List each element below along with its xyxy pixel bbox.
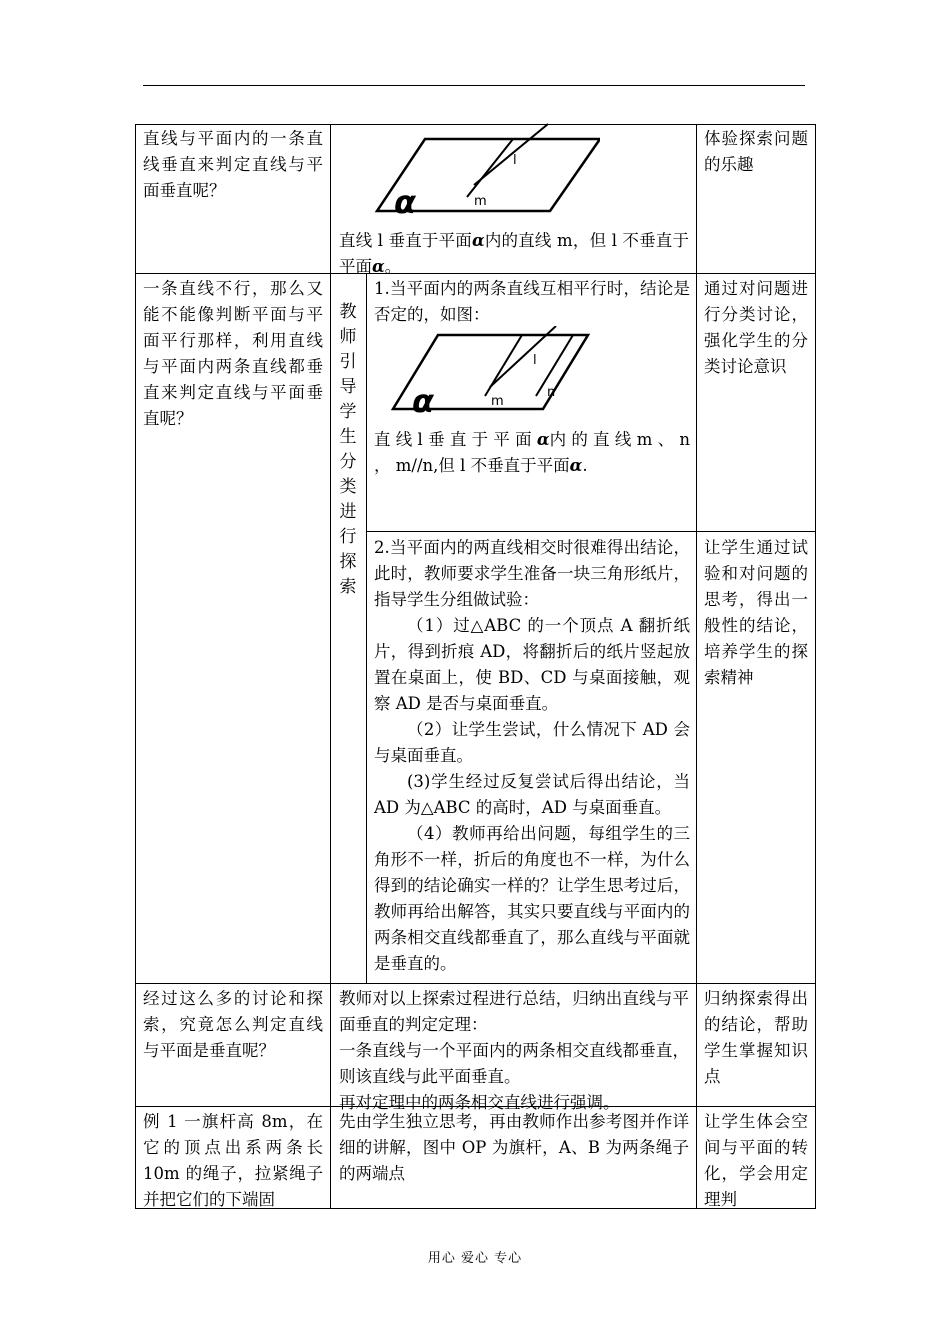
case2-intro: 2.当平面内的两直线相交时很难得出结论，此时，教师要求学生准备一块三角形纸片，指导学生分组做试验： — [374, 538, 690, 609]
case1-caption-a: 直 线 l 垂 直 于 平 面 — [374, 430, 532, 449]
col-divider-inner — [366, 273, 367, 983]
page-footer: 用心 爱心 专心 — [427, 1251, 523, 1266]
row1-purpose: 体验探索问题的乐趣 — [704, 129, 808, 174]
caption1-part-a: 直线 l 垂直于平面 — [339, 231, 472, 250]
row-divider-2a — [366, 531, 696, 532]
alpha-symbol: α — [372, 257, 385, 276]
row3-purpose: 归纳探索得出的结论，帮助学生掌握知识点 — [704, 989, 808, 1086]
row-divider-3 — [135, 983, 816, 984]
theorem-statement: 一条直线与一个平面内的两条相交直线都垂直，则该直线与此平面垂直。 — [339, 1041, 689, 1086]
experiment-step-3: (3)学生经过反复尝试后得出结论，当 AD 为△ABC 的高时，AD 与桌面垂直。 — [374, 772, 690, 817]
experiment-step-2: （2）让学生尝试，什么情况下 AD 会与桌面垂直。 — [374, 720, 690, 765]
row2-purpose-top: 通过对问题进行分类讨论，强化学生的分类讨论意识 — [704, 279, 808, 376]
row4-example: 例 1 一旗杆高 8m，在它的顶点出系两条长 10m 的绳子，拉紧绳子并把它们的下端固 — [143, 1112, 323, 1209]
col-divider-2 — [696, 124, 697, 1208]
case2-block — [374, 535, 690, 977]
case1-caption — [374, 427, 690, 479]
row3-question: 经过这么多的讨论和探索，究竟怎么判定直线与平面是垂直呢？ — [143, 989, 323, 1060]
row1-question: 直线与平面内的一条直线垂直来判定直线与平面垂直呢？ — [143, 129, 323, 200]
experiment-step-4: （4）教师再给出问题，每组学生的三角形不一样，折后的角度也不一样，为什么得到的结论确实一样的？让学生思考过后，教师再给出解答，其实只要直线与平面内的两条相交直线都垂直了，那么直线与平面就是垂直的。 — [374, 824, 690, 973]
row2-purpose-bottom: 让学生通过试验和对问题的思考，得出一般性的结论，培养学生的探索精神 — [704, 538, 808, 687]
theorem-intro: 教师对以上探索过程进行总结，归纳出直线与平面垂直的判定定理： — [339, 989, 689, 1034]
row-divider-right — [696, 531, 816, 532]
label-l-1: l — [513, 153, 517, 168]
header-rule — [143, 85, 805, 86]
caption1-part-b: 内的直线 m，但 l 不垂直于平面 — [339, 231, 689, 276]
theorem-emphasis: 再对定理中的两条相交直线进行强调。 — [339, 1093, 620, 1112]
label-m-2: m — [491, 394, 504, 409]
row1-caption — [339, 228, 689, 280]
label-n-2: n — [547, 385, 556, 400]
row2-question: 一条直线不行，那么又能不能像判断平面与平面平行那样，利用直线与平面内两条直线都垂直来判定直线与平面垂直呢？ — [143, 279, 323, 428]
teacher-guide-column: 教师引导学生分类进行探索 — [339, 302, 357, 597]
row4-method: 先由学生独立思考，再由教师作出参考图并作详细的讲解，图中 OP 为旗杆，A、B 为两条绳子的两端点 — [339, 1112, 689, 1183]
label-alpha-1: α — [394, 183, 416, 217]
table-border-left — [135, 124, 136, 1208]
col-divider-1 — [330, 124, 331, 1208]
alpha-symbol: α — [569, 456, 583, 475]
case1-caption-b: 内 的 直 线 m 、 n ， m//n,但 l 不垂直于平面 — [374, 430, 690, 475]
case1-intro: 1.当平面内的两条直线互相平行时，结论是否定的，如图： — [374, 279, 690, 324]
line-l-1 — [474, 124, 548, 185]
experiment-step-1: （1）过△ABC 的一个顶点 A 翻折纸片，得到折痕 AD，将翻折后的纸片竖起放置在桌面上，使 BD、CD 与桌面接触，观察 AD 是否与桌面垂直。 — [374, 616, 690, 713]
row3-summary — [339, 986, 689, 1116]
label-l-2: l — [533, 353, 537, 368]
caption1-part-c: 。 — [384, 257, 402, 276]
figure-two-parallel-lines — [390, 326, 590, 414]
line-m-1 — [467, 139, 513, 197]
case1-caption-c: . — [582, 456, 588, 475]
table-border-right — [815, 124, 816, 1208]
figure-one-line — [370, 122, 600, 217]
alpha-symbol: α — [536, 430, 550, 449]
label-m-1: m — [474, 194, 487, 209]
row4-purpose: 让学生体会空间与平面的转化，学会用定理判 — [704, 1112, 808, 1209]
alpha-symbol: α — [471, 231, 485, 250]
label-alpha-2: α — [412, 382, 434, 414]
